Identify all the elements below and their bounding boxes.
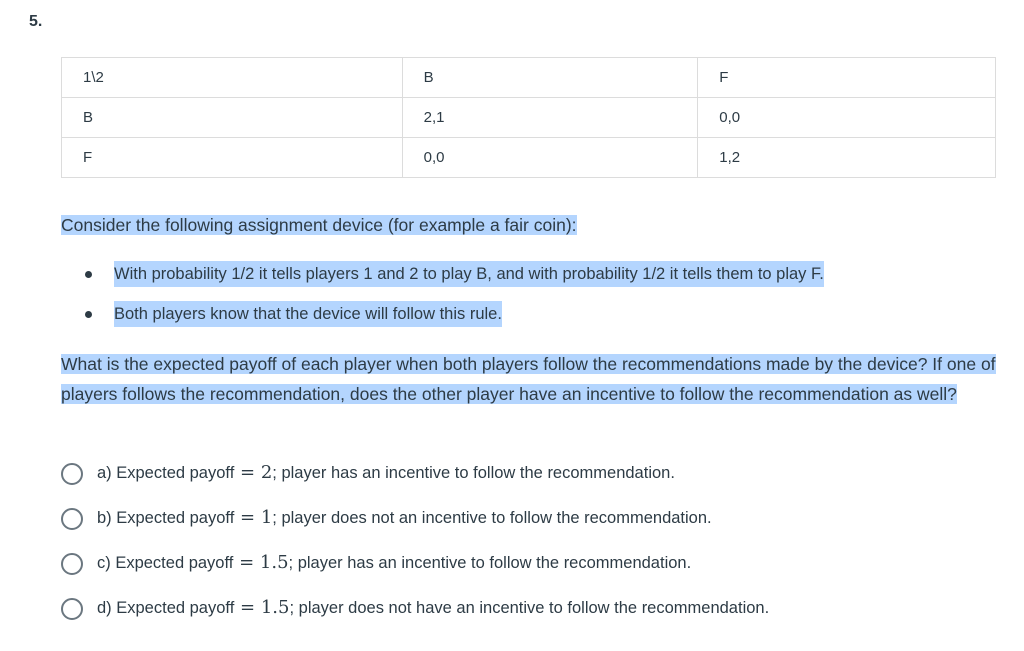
radio-button[interactable] xyxy=(61,553,83,575)
option-label[interactable] xyxy=(97,550,691,576)
radio-button[interactable] xyxy=(61,508,83,530)
option-prefix: d) Expected payoff xyxy=(97,599,235,617)
bullet-icon xyxy=(85,311,92,318)
radio-button[interactable] xyxy=(61,463,83,485)
table-row xyxy=(62,98,996,138)
bullet-icon xyxy=(85,271,92,278)
radio-button[interactable] xyxy=(61,598,83,620)
table-row xyxy=(62,58,996,98)
option-suffix: ; player has an incentive to follow the recommendation. xyxy=(288,554,692,572)
question-highlight: What is the expected payoff of each player when both players follow the recommendations made by the device? If one of players follows the recommendation, does the other player have an incentive to follow the recommendation as well? xyxy=(61,354,996,404)
question-text xyxy=(61,350,1006,409)
option-label[interactable] xyxy=(97,505,712,531)
intro-highlight: Consider the following assignment device (for example a fair coin): xyxy=(61,215,577,235)
intro-text xyxy=(61,212,577,238)
table-row xyxy=(62,138,996,178)
equals-sign: = xyxy=(233,552,260,573)
equals-sign: = xyxy=(234,597,261,618)
option-suffix: ; player does not an incentive to follow the recommendation. xyxy=(272,509,712,527)
payoff-table xyxy=(61,57,996,178)
bullet-text: Both players know that the device will follow this rule. xyxy=(114,301,502,327)
option-value: 2 xyxy=(260,462,273,483)
option-value: 1.5 xyxy=(259,552,289,573)
table-cell: 0,0 xyxy=(698,98,996,138)
option-prefix: b) Expected payoff xyxy=(97,509,235,527)
table-cell: F xyxy=(698,58,996,98)
table-cell: B xyxy=(402,58,698,98)
bullet-text: With probability 1/2 it tells players 1 and 2 to play B, and with probability 1/2 it tells them to play F. xyxy=(114,261,824,287)
option-prefix: a) Expected payoff xyxy=(97,464,235,482)
option-suffix: ; player has an incentive to follow the recommendation. xyxy=(272,464,675,482)
option-value: 1.5 xyxy=(260,597,290,618)
equals-sign: = xyxy=(234,462,261,483)
question-number: 5. xyxy=(29,13,43,30)
table-cell: F xyxy=(62,138,403,178)
table-cell: 2,1 xyxy=(402,98,698,138)
option-label[interactable] xyxy=(97,595,769,621)
table-cell: 1,2 xyxy=(698,138,996,178)
table-cell: 1\2 xyxy=(62,58,403,98)
option-suffix: ; player does not have an incentive to follow the recommendation. xyxy=(289,599,770,617)
option-label[interactable] xyxy=(97,460,675,486)
option-value: 1 xyxy=(260,507,273,528)
table-cell: B xyxy=(62,98,403,138)
option-prefix: c) Expected payoff xyxy=(97,554,234,572)
table-cell: 0,0 xyxy=(402,138,698,178)
equals-sign: = xyxy=(234,507,261,528)
